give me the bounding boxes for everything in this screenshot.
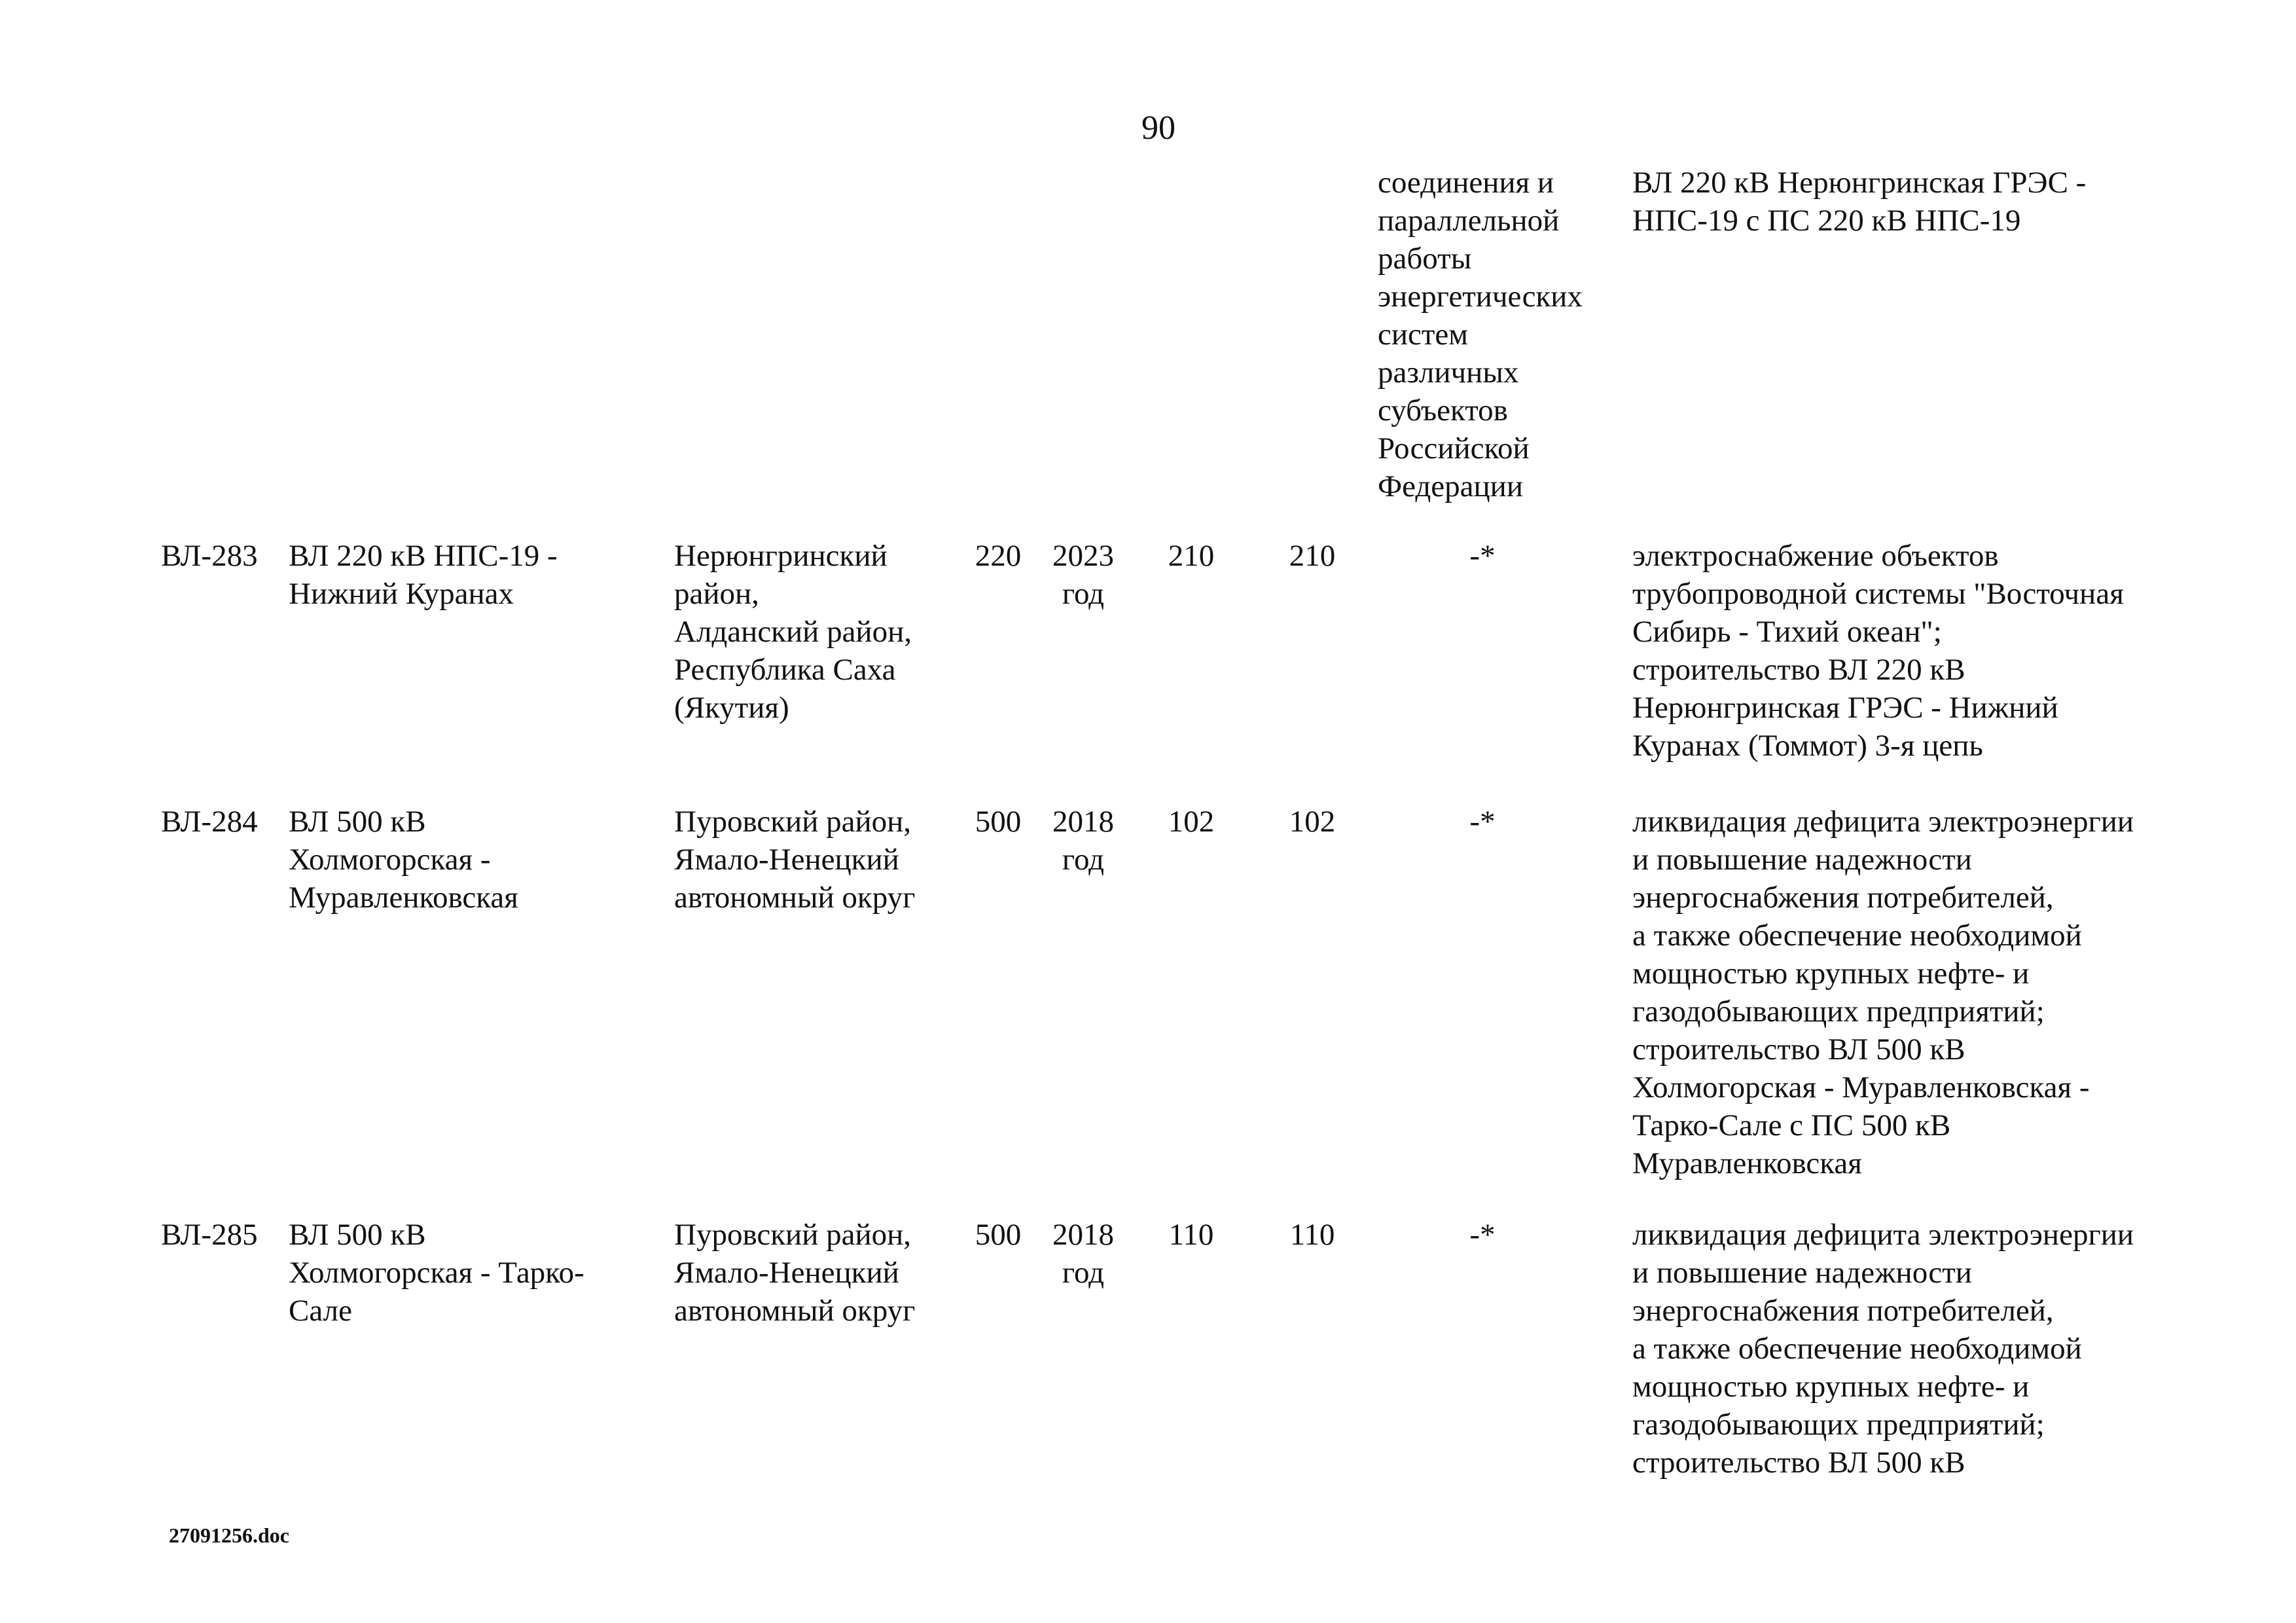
row-year: 2018 год bbox=[1052, 805, 1114, 877]
row-purpose: -* bbox=[1469, 805, 1496, 839]
row-voltage: 220 bbox=[975, 539, 1022, 573]
row-description: ликвидация дефицита электроэнергии и повышение надежности энергоснабжения потребителей, а также обеспечение необходимой мощностью крупных нефте- и газодобывающих предприятий; строительство ВЛ 500 кВ bbox=[1632, 1218, 2134, 1480]
row-region: Нерюнгринский район, Алданский район, Республика Саха (Якутия) bbox=[674, 539, 912, 725]
row-voltage: 500 bbox=[975, 1218, 1022, 1252]
row-length-1: 110 bbox=[1168, 1218, 1214, 1252]
row-name: ВЛ 500 кВ Холмогорская - Муравленковская bbox=[289, 805, 518, 915]
row-region: Пуровский район, Ямало-Ненецкий автономный округ bbox=[674, 805, 916, 915]
row-code: ВЛ-284 bbox=[161, 805, 258, 839]
continuation-description: ВЛ 220 кВ Нерюнгринская ГРЭС - НПС-19 с ПС 220 кВ НПС-19 bbox=[1632, 166, 2087, 238]
row-length-2: 210 bbox=[1289, 539, 1336, 573]
page-number: 90 bbox=[1141, 109, 1175, 147]
document-filename: 27091256.doc bbox=[169, 1523, 289, 1547]
continuation-purpose: соединения и параллельной работы энергетических систем различных субъектов Российской Федерации bbox=[1378, 166, 1583, 503]
row-year: 2023 год bbox=[1052, 539, 1114, 611]
row-purpose: -* bbox=[1469, 539, 1496, 573]
row-code: ВЛ-283 bbox=[161, 539, 258, 573]
row-description: электроснабжение объектов трубопроводной системы "Восточная Сибирь - Тихий океан"; строительство ВЛ 220 кВ Нерюнгринская ГРЭС - Нижний Куранах (Томмот) 3-я цепь bbox=[1632, 539, 2124, 763]
row-purpose: -* bbox=[1469, 1218, 1496, 1252]
row-code: ВЛ-285 bbox=[161, 1218, 258, 1252]
row-length-2: 110 bbox=[1289, 1218, 1335, 1252]
row-length-2: 102 bbox=[1289, 805, 1336, 839]
row-length-1: 210 bbox=[1168, 539, 1215, 573]
row-name: ВЛ 220 кВ НПС-19 - Нижний Куранах bbox=[289, 539, 558, 611]
row-year: 2018 год bbox=[1052, 1218, 1114, 1290]
row-region: Пуровский район, Ямало-Ненецкий автономный округ bbox=[674, 1218, 916, 1328]
row-name: ВЛ 500 кВ Холмогорская - Тарко- Сале bbox=[289, 1218, 584, 1328]
row-voltage: 500 bbox=[975, 805, 1022, 839]
row-length-1: 102 bbox=[1168, 805, 1215, 839]
row-description: ликвидация дефицита электроэнергии и повышение надежности энергоснабжения потребителей, а также обеспечение необходимой мощностью крупных нефте- и газодобывающих предприятий; строительство ВЛ 500 кВ Холмогорская - Муравленковская - Тарко-Сале с ПС 500 кВ Муравленковская bbox=[1632, 805, 2134, 1180]
